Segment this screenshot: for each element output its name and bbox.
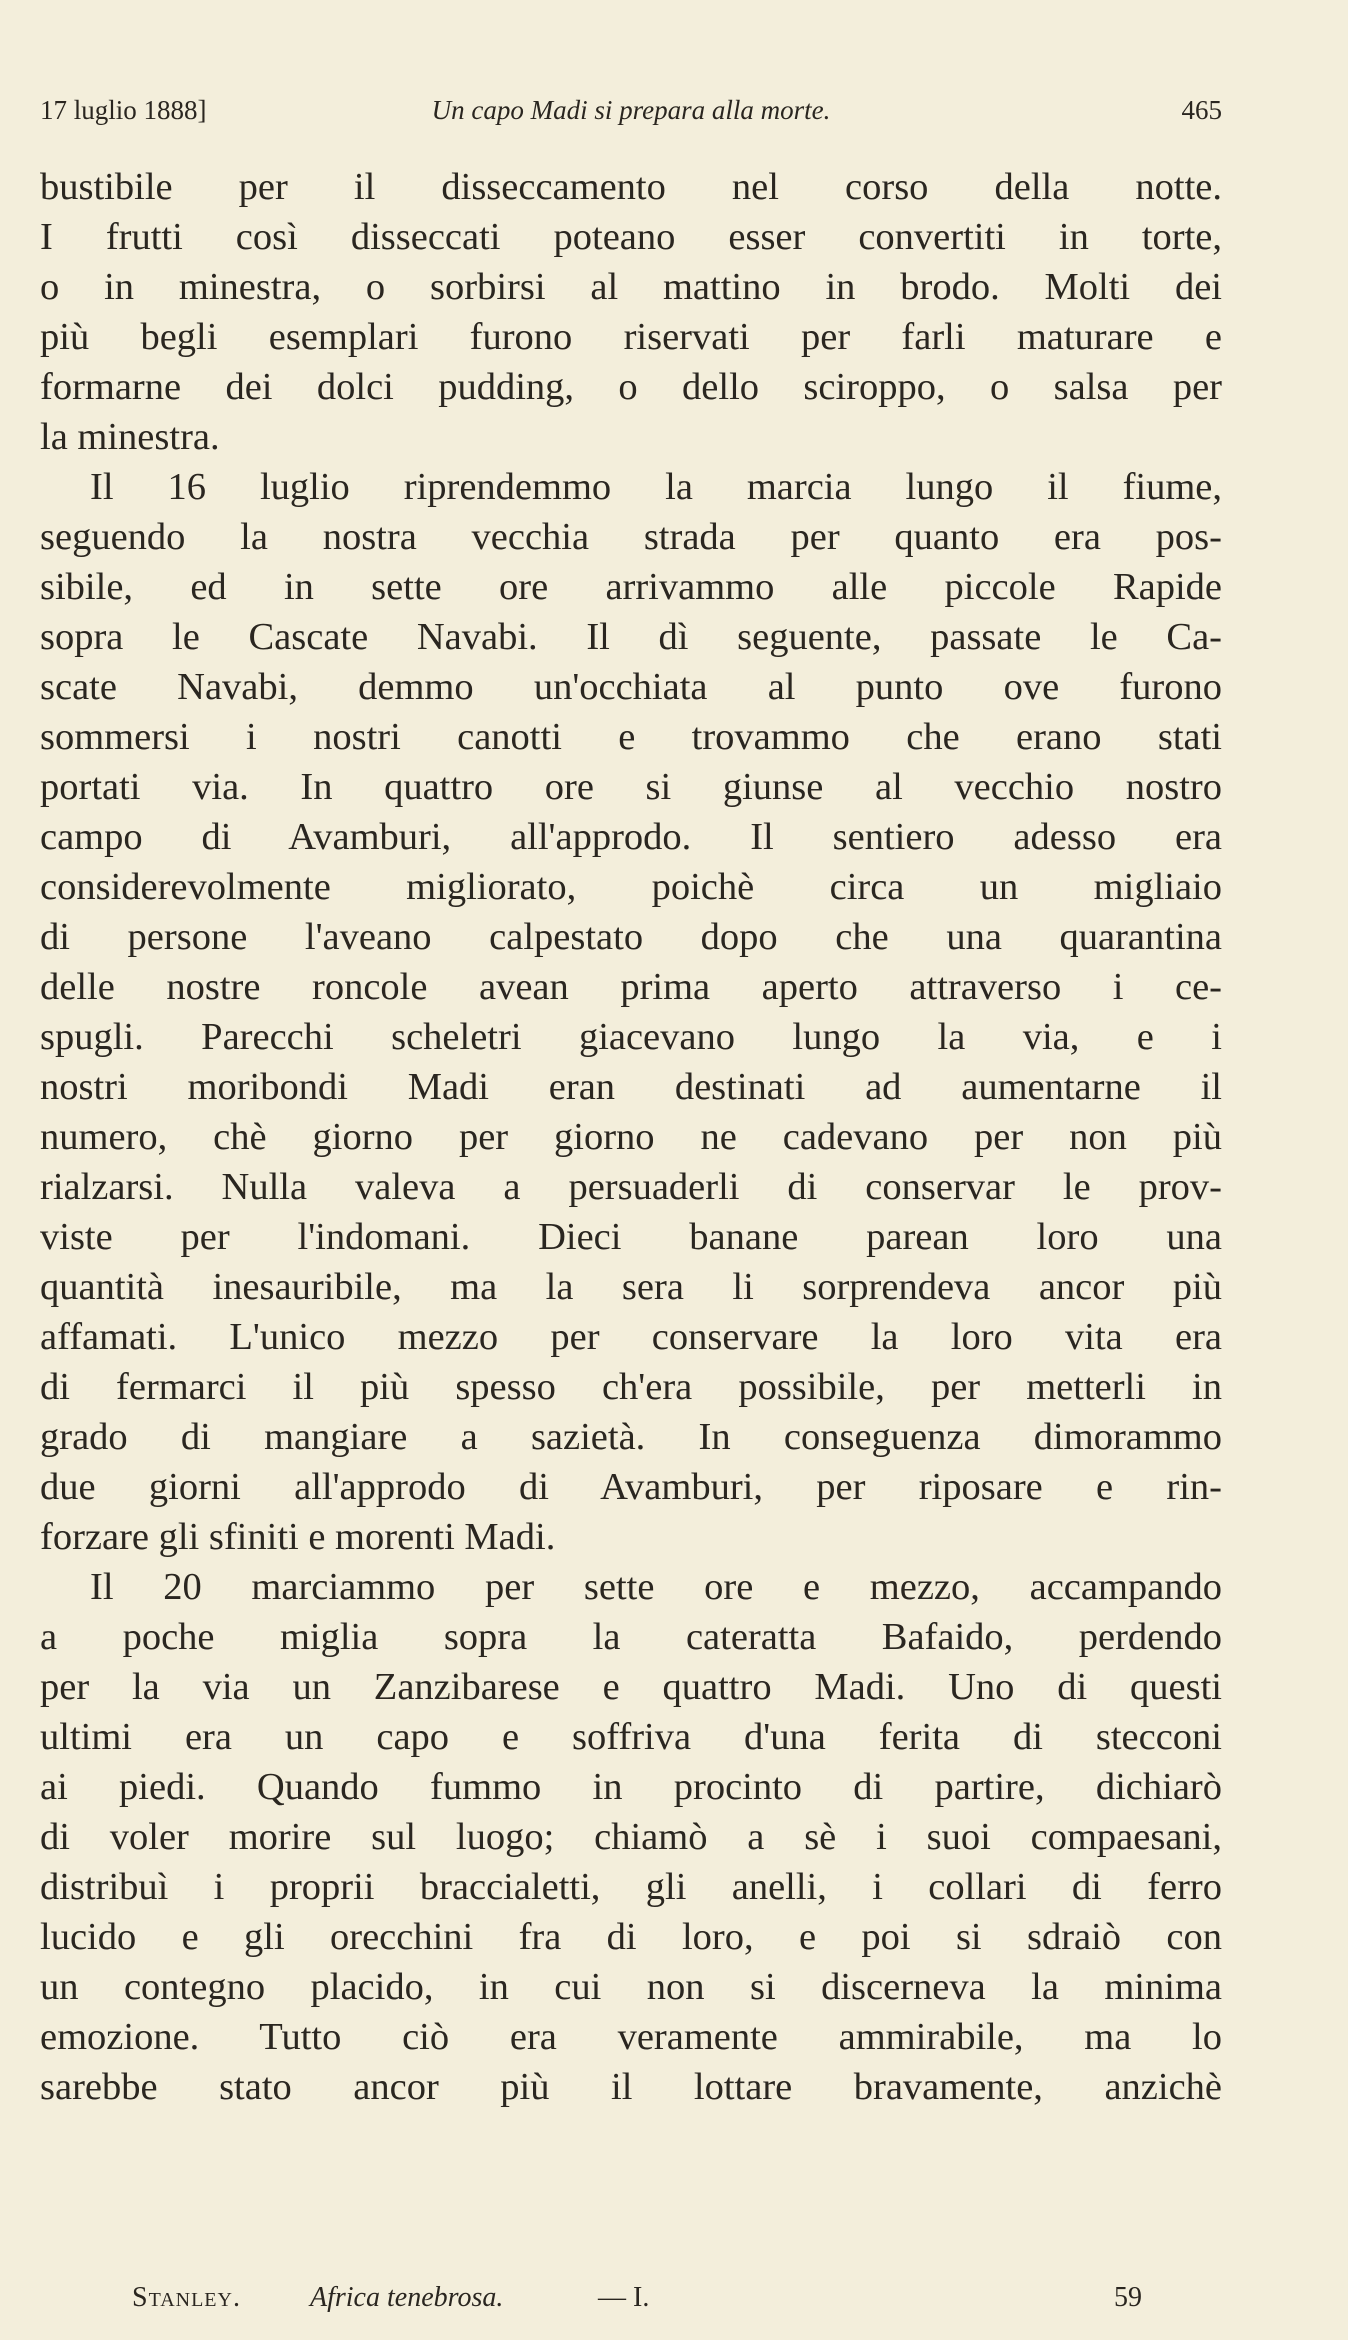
text-line: sarebbe stato ancor più il lottare bravamente, anzichè bbox=[40, 2066, 1222, 2108]
footer-signature-mark: 59 bbox=[1114, 2282, 1142, 2313]
text-line: di voler morire sul luogo; chiamò a sè i suoi compaesani, bbox=[40, 1816, 1222, 1858]
text-line: quantità inesauribile, ma la sera li sorprendeva ancor più bbox=[40, 1266, 1222, 1308]
text-line: sommersi i nostri canotti e trovammo che erano stati bbox=[40, 716, 1222, 758]
text-line: forzare gli sfiniti e morenti Madi. bbox=[40, 1516, 556, 1558]
text-line: distribuì i proprii braccialetti, gli anelli, i collari di ferro bbox=[40, 1866, 1222, 1908]
text-line: Il 20 marciammo per sette ore e mezzo, accampando bbox=[90, 1566, 1222, 1608]
text-line: più begli esemplari furono riservati per farli maturare e bbox=[40, 316, 1222, 358]
text-line: di fermarci il più spesso ch'era possibile, per metterli in bbox=[40, 1366, 1222, 1408]
text-line: a poche miglia sopra la cateratta Bafaido, perdendo bbox=[40, 1616, 1222, 1658]
footer-volume: — I. bbox=[598, 2282, 650, 2313]
text-line: o in minestra, o sorbirsi al mattino in brodo. Molti dei bbox=[40, 266, 1222, 308]
text-line: delle nostre roncole avean prima aperto attraverso i ce- bbox=[40, 966, 1222, 1008]
text-line: sopra le Cascate Navabi. Il dì seguente, passate le Ca- bbox=[40, 616, 1222, 658]
text-line: affamati. L'unico mezzo per conservare la loro vita era bbox=[40, 1316, 1222, 1358]
text-line: un contegno placido, in cui non si discerneva la minima bbox=[40, 1966, 1222, 2008]
footer-book-title: Africa tenebrosa. bbox=[310, 2282, 504, 2313]
text-line: portati via. In quattro ore si giunse al vecchio nostro bbox=[40, 766, 1222, 808]
text-line: grado di mangiare a sazietà. In conseguenza dimorammo bbox=[40, 1416, 1222, 1458]
text-line: emozione. Tutto ciò era veramente ammirabile, ma lo bbox=[40, 2016, 1222, 2058]
text-line: spugli. Parecchi scheletri giacevano lungo la via, e i bbox=[40, 1016, 1222, 1058]
text-line: sibile, ed in sette ore arrivammo alle piccole Rapide bbox=[40, 566, 1222, 608]
text-line: numero, chè giorno per giorno ne cadevano per non più bbox=[40, 1116, 1222, 1158]
text-line: seguendo la nostra vecchia strada per quanto era pos- bbox=[40, 516, 1222, 558]
text-line: la minestra. bbox=[40, 416, 220, 458]
text-line: ultimi era un capo e soffriva d'una ferita di stecconi bbox=[40, 1716, 1222, 1758]
text-line: rialzarsi. Nulla valeva a persuaderli di conservar le prov- bbox=[40, 1166, 1222, 1208]
text-line: viste per l'indomani. Dieci banane parean loro una bbox=[40, 1216, 1222, 1258]
text-line: formarne dei dolci pudding, o dello sciroppo, o salsa per bbox=[40, 366, 1222, 408]
body-text bbox=[40, 162, 1222, 2112]
text-line: I frutti così disseccati poteano esser convertiti in torte, bbox=[40, 216, 1222, 258]
text-line: bustibile per il disseccamento nel corso della notte. bbox=[40, 166, 1222, 208]
text-line: lucido e gli orecchini fra di loro, e poi si sdraiò con bbox=[40, 1916, 1222, 1958]
text-line: per la via un Zanzibarese e quattro Madi. Uno di questi bbox=[40, 1666, 1222, 1708]
book-page bbox=[40, 0, 1222, 2340]
text-line: ai piedi. Quando fummo in procinto di partire, dichiarò bbox=[40, 1766, 1222, 1808]
running-head bbox=[40, 88, 1222, 132]
header-date: 17 luglio 1888] bbox=[40, 95, 207, 125]
text-line: campo di Avamburi, all'approdo. Il sentiero adesso era bbox=[40, 816, 1222, 858]
page-footer bbox=[132, 2278, 1142, 2318]
footer-author: Stanley. bbox=[132, 2282, 241, 2313]
header-chapter-title: Un capo Madi si prepara alla morte. bbox=[431, 95, 831, 125]
text-line: Il 16 luglio riprendemmo la marcia lungo il fiume, bbox=[90, 466, 1222, 508]
text-line: considerevolmente migliorato, poichè circa un migliaio bbox=[40, 866, 1222, 908]
text-line: due giorni all'approdo di Avamburi, per riposare e rin- bbox=[40, 1466, 1222, 1508]
page-number: 465 bbox=[1181, 95, 1222, 125]
text-line: scate Navabi, demmo un'occhiata al punto ove furono bbox=[40, 666, 1222, 708]
text-line: nostri moribondi Madi eran destinati ad aumentarne il bbox=[40, 1066, 1222, 1108]
text-line: di persone l'aveano calpestato dopo che una quarantina bbox=[40, 916, 1222, 958]
